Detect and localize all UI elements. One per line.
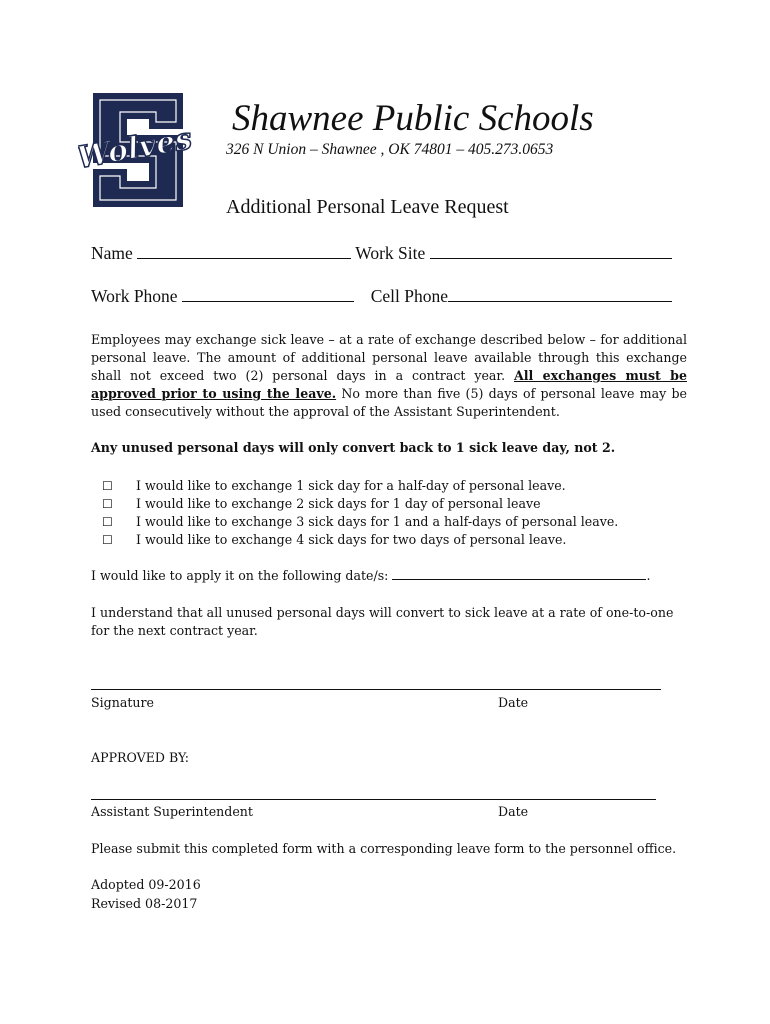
intro-text-2: No more than five (5) days of personal leave may be used consecutively without the approval of the Assistant Superintendent. [91, 386, 687, 419]
revised-date: Revised 08-2017 [91, 896, 198, 911]
approval-date-label: Date [498, 804, 529, 819]
intro-text-1: Employees may exchange sick leave – at a rate of exchange described below – for additional personal leave. The amount of additional personal leave available through this exchange shall not exceed two (2) personal days in a contract year. [91, 332, 687, 383]
conversion-notice: Any unused personal days will only convert back to 1 sick leave day, not 2. [91, 440, 616, 455]
option-row[interactable] [102, 477, 618, 495]
name-label: Name [91, 243, 133, 263]
checkbox-icon[interactable]: ☐ [102, 515, 113, 529]
signature-date-label: Date [498, 695, 529, 710]
option-label: I would like to exchange 3 sick days for 1 and a half-days of personal leave. [136, 514, 619, 529]
option-label: I would like to exchange 1 sick day for a half-day of personal leave. [136, 478, 566, 493]
checkbox-icon[interactable]: ☐ [102, 497, 113, 511]
school-logo [78, 88, 198, 213]
form-title: Additional Personal Leave Request [226, 196, 509, 218]
adopted-date: Adopted 09-2016 [91, 877, 201, 892]
logo-text: Wolves [78, 121, 195, 176]
approved-by-label: APPROVED BY: [91, 750, 190, 765]
checkbox-icon[interactable]: ☐ [102, 479, 113, 493]
work-phone-label: Work Phone [91, 286, 178, 306]
work-phone-field[interactable] [182, 287, 354, 302]
dates-field[interactable] [392, 567, 646, 580]
cell-phone-field[interactable] [448, 287, 672, 302]
name-worksite-row [91, 243, 672, 264]
school-name: Shawnee Public Schools [232, 98, 594, 139]
assistant-superintendent-label: Assistant Superintendent [91, 804, 253, 819]
checkbox-icon[interactable]: ☐ [102, 533, 113, 547]
understand-paragraph: I understand that all unused personal days will convert to sick leave at a rate of one-to-one for the next contract year. [91, 605, 674, 638]
option-row[interactable] [102, 513, 618, 531]
name-field[interactable] [137, 244, 351, 259]
signature-label: Signature [91, 695, 154, 710]
phone-row [91, 286, 672, 307]
approval-signature-line[interactable] [91, 799, 656, 800]
school-address: 326 N Union – Shawnee , OK 74801 – 405.273.0653 [226, 141, 554, 158]
submit-note: Please submit this completed form with a corresponding leave form to the personnel office. [91, 841, 677, 856]
work-site-field[interactable] [430, 244, 672, 259]
apply-dates-label: I would like to apply it on the following date/s: [91, 568, 389, 583]
wolves-s-logo-icon [78, 88, 198, 213]
exchange-options [102, 477, 618, 549]
option-row[interactable] [102, 531, 618, 549]
intro-emphasis: All exchanges must be approved prior to using the leave. [91, 368, 687, 401]
option-label: I would like to exchange 4 sick days for two days of personal leave. [136, 532, 567, 547]
apply-dates-period: . [646, 568, 651, 583]
option-label: I would like to exchange 2 sick days for 1 day of personal leave [136, 496, 541, 511]
apply-dates-row [91, 567, 687, 585]
cell-phone-label: Cell Phone [370, 286, 448, 306]
intro-paragraph [91, 331, 687, 421]
signature-line[interactable] [91, 689, 661, 690]
option-row[interactable] [102, 495, 618, 513]
work-site-label: Work Site [355, 243, 426, 263]
